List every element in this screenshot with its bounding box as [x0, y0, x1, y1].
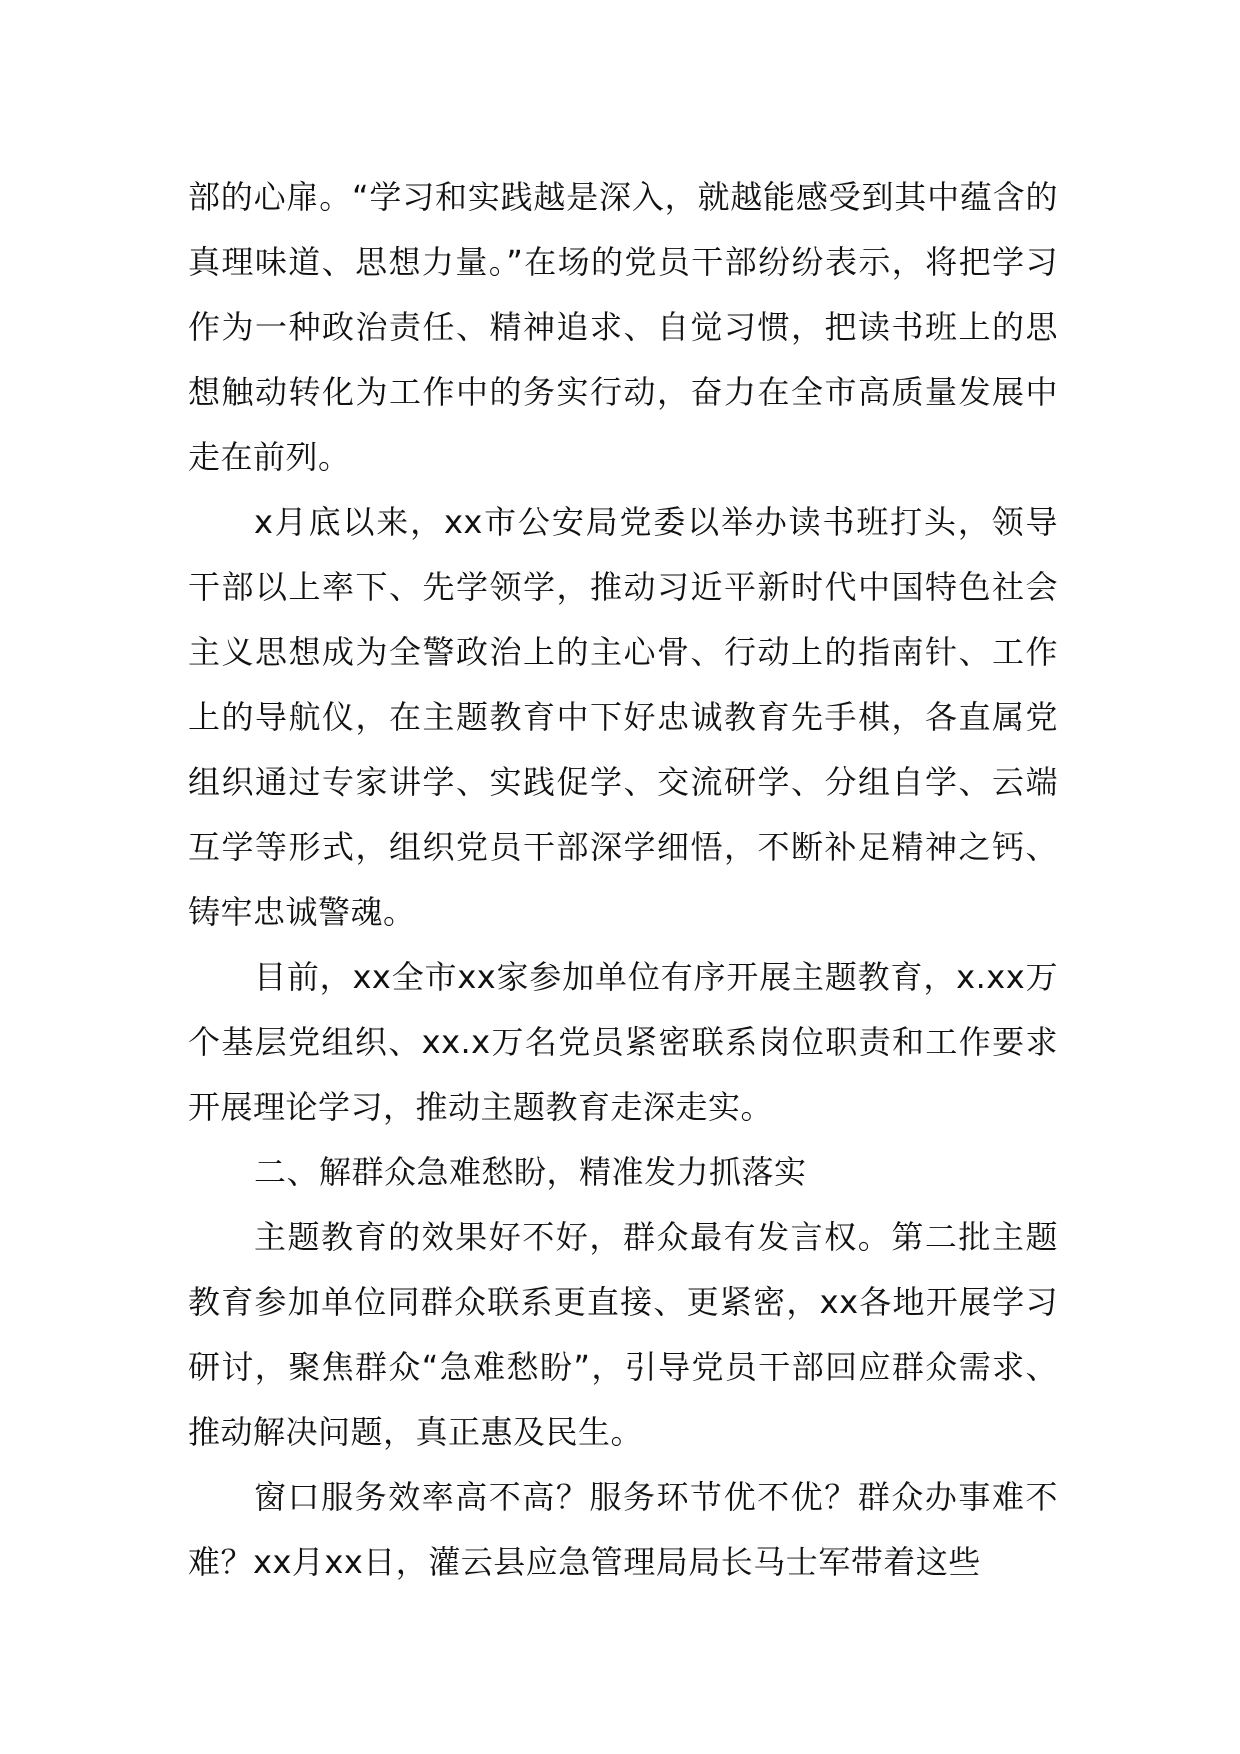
paragraph-current-status: 目前，xx全市xx家参加单位有序开展主题教育，x.xx万个基层党组织、xx.x万名党员紧密联系岗位职责和工作要求开展理论学习，推动主题教育走深走实。 — [188, 958, 1058, 1126]
paragraph-masses-needs: 主题教育的效果好不好，群众最有发言权。第二批主题教育参加单位同群众联系更直接、更紧密，xx各地开展学习研讨，聚焦群众“急难愁盼”，引导党员干部回应群众需求、推动解决问题，真正惠及民生。 — [188, 1218, 1058, 1451]
paragraph-window-service: 窗口服务效率高不高？服务环节优不优？群众办事难不难？xx月xx日，灌云县应急管理局局长马士军带着这些 — [188, 1478, 1058, 1581]
paragraph-police-study: x月底以来，xx市公安局党委以举办读书班打头，领导干部以上率下、先学领学，推动习近平新时代中国特色社会主义思想成为全警政治上的主心骨、行动上的指南针、工作上的导航仪，在主题教育中下好忠诚教育先手棋，各直属党组织通过专家讲学、实践促学、交流研学、分组自学、云端互学等形式，组织党员干部深学细悟，不断补足精神之钙、铸牢忠诚警魂。 — [188, 503, 1058, 931]
section-heading: 二、解群众急难愁盼，精准发力抓落实 — [254, 1153, 807, 1191]
document-body — [188, 165, 1058, 1595]
paragraph-continuation: 部的心扉。“学习和实践越是深入，就越能感受到其中蕴含的真理味道、思想力量。”在场的党员干部纷纷表示，将把学习作为一种政治责任、精神追求、自觉习惯，把读书班上的思想触动转化为工作中的务实行动，奋力在全市高质量发展中走在前列。 — [188, 178, 1058, 476]
